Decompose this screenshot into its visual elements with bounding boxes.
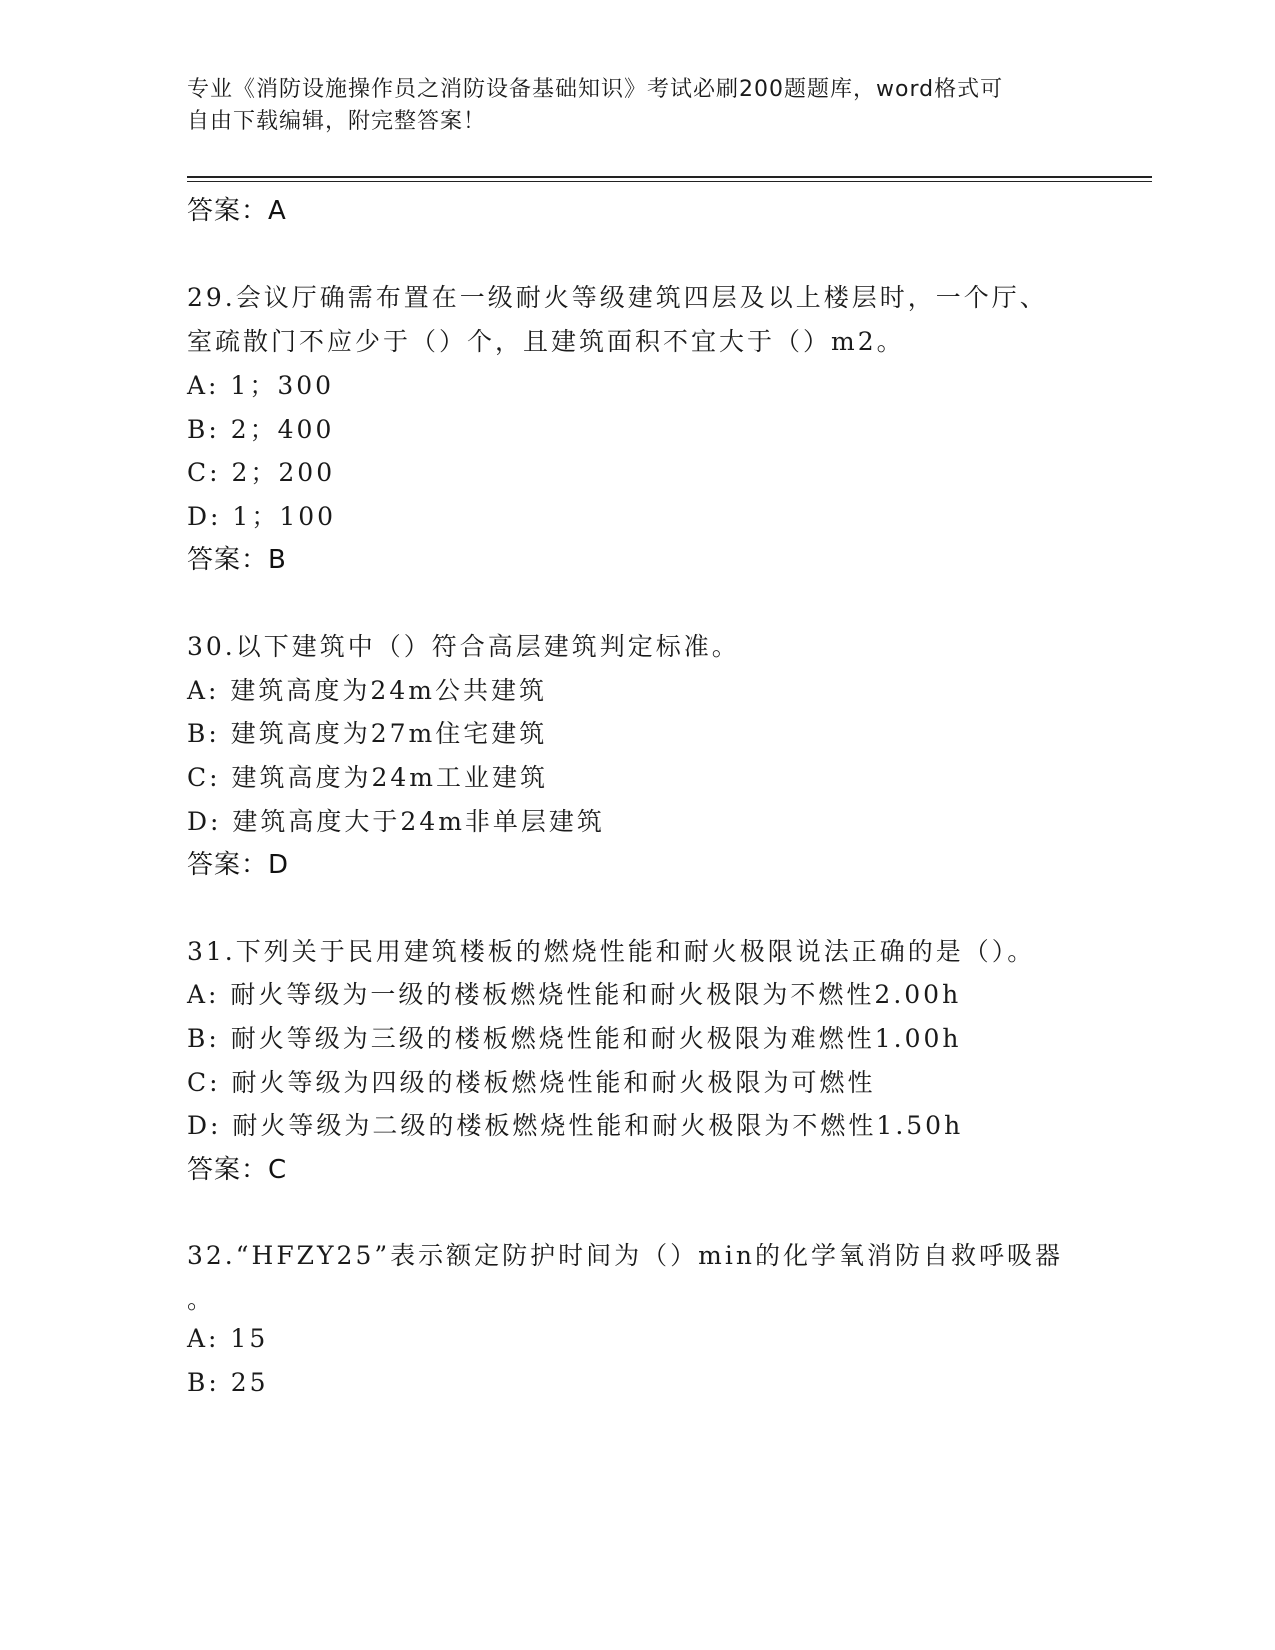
header-rule-thin	[187, 181, 1152, 182]
question-31-option-d: D: 耐火等级为二级的楼板燃烧性能和耐火极限为不燃性1.50h	[187, 1111, 964, 1140]
header-line-2: 自由下载编辑，附完整答案！	[187, 109, 487, 134]
question-31-option-c: C: 耐火等级为四级的楼板燃烧性能和耐火极限为可燃性	[187, 1068, 876, 1097]
question-29-option-a: A: 1；300	[187, 371, 335, 400]
header-line-1: 专业《消防设施操作员之消防设备基础知识》考试必刷200题题库，word格式可	[187, 77, 1004, 102]
question-29-option-c: C: 2；200	[187, 458, 336, 487]
question-30-option-b: B: 建筑高度为27m住宅建筑	[187, 719, 548, 748]
question-31-answer: 答案：C	[187, 1155, 288, 1185]
question-30-stem: 30.以下建筑中（）符合高层建筑判定标准。	[187, 632, 740, 661]
question-30-option-a: A: 建筑高度为24m公共建筑	[187, 676, 547, 705]
question-29-option-d: D: 1；100	[187, 502, 337, 531]
question-29-stem-line-2: 室疏散门不应少于（）个，且建筑面积不宜大于（）m2。	[187, 327, 905, 356]
question-31-option-a: A: 耐火等级为一级的楼板燃烧性能和耐火极限为不燃性2.00h	[187, 980, 962, 1009]
question-30-option-d: D: 建筑高度大于24m非单层建筑	[187, 807, 605, 836]
question-30-option-c: C: 建筑高度为24m工业建筑	[187, 763, 549, 792]
question-29-answer: 答案：B	[187, 545, 287, 575]
question-29-option-b: B: 2；400	[187, 415, 335, 444]
previous-answer: 答案：A	[187, 196, 287, 226]
question-32-option-b: B: 25	[187, 1368, 269, 1397]
question-32-stem-line-1: 32.“HFZY25”表示额定防护时间为（）min的化学氧消防自救呼吸器	[187, 1241, 1063, 1270]
question-29-stem-line-1: 29.会议厅确需布置在一级耐火等级建筑四层及以上楼层时，一个厅、	[187, 283, 1048, 312]
header-rule-thick	[187, 176, 1152, 178]
page-header	[187, 74, 1067, 138]
question-31-option-b: B: 耐火等级为三级的楼板燃烧性能和耐火极限为难燃性1.00h	[187, 1024, 962, 1053]
question-32-stem-line-2: 。	[187, 1285, 216, 1314]
question-32-option-a: A: 15	[187, 1324, 269, 1353]
question-30-answer: 答案：D	[187, 850, 290, 880]
question-31-stem: 31.下列关于民用建筑楼板的燃烧性能和耐火极限说法正确的是（）。	[187, 937, 1036, 966]
